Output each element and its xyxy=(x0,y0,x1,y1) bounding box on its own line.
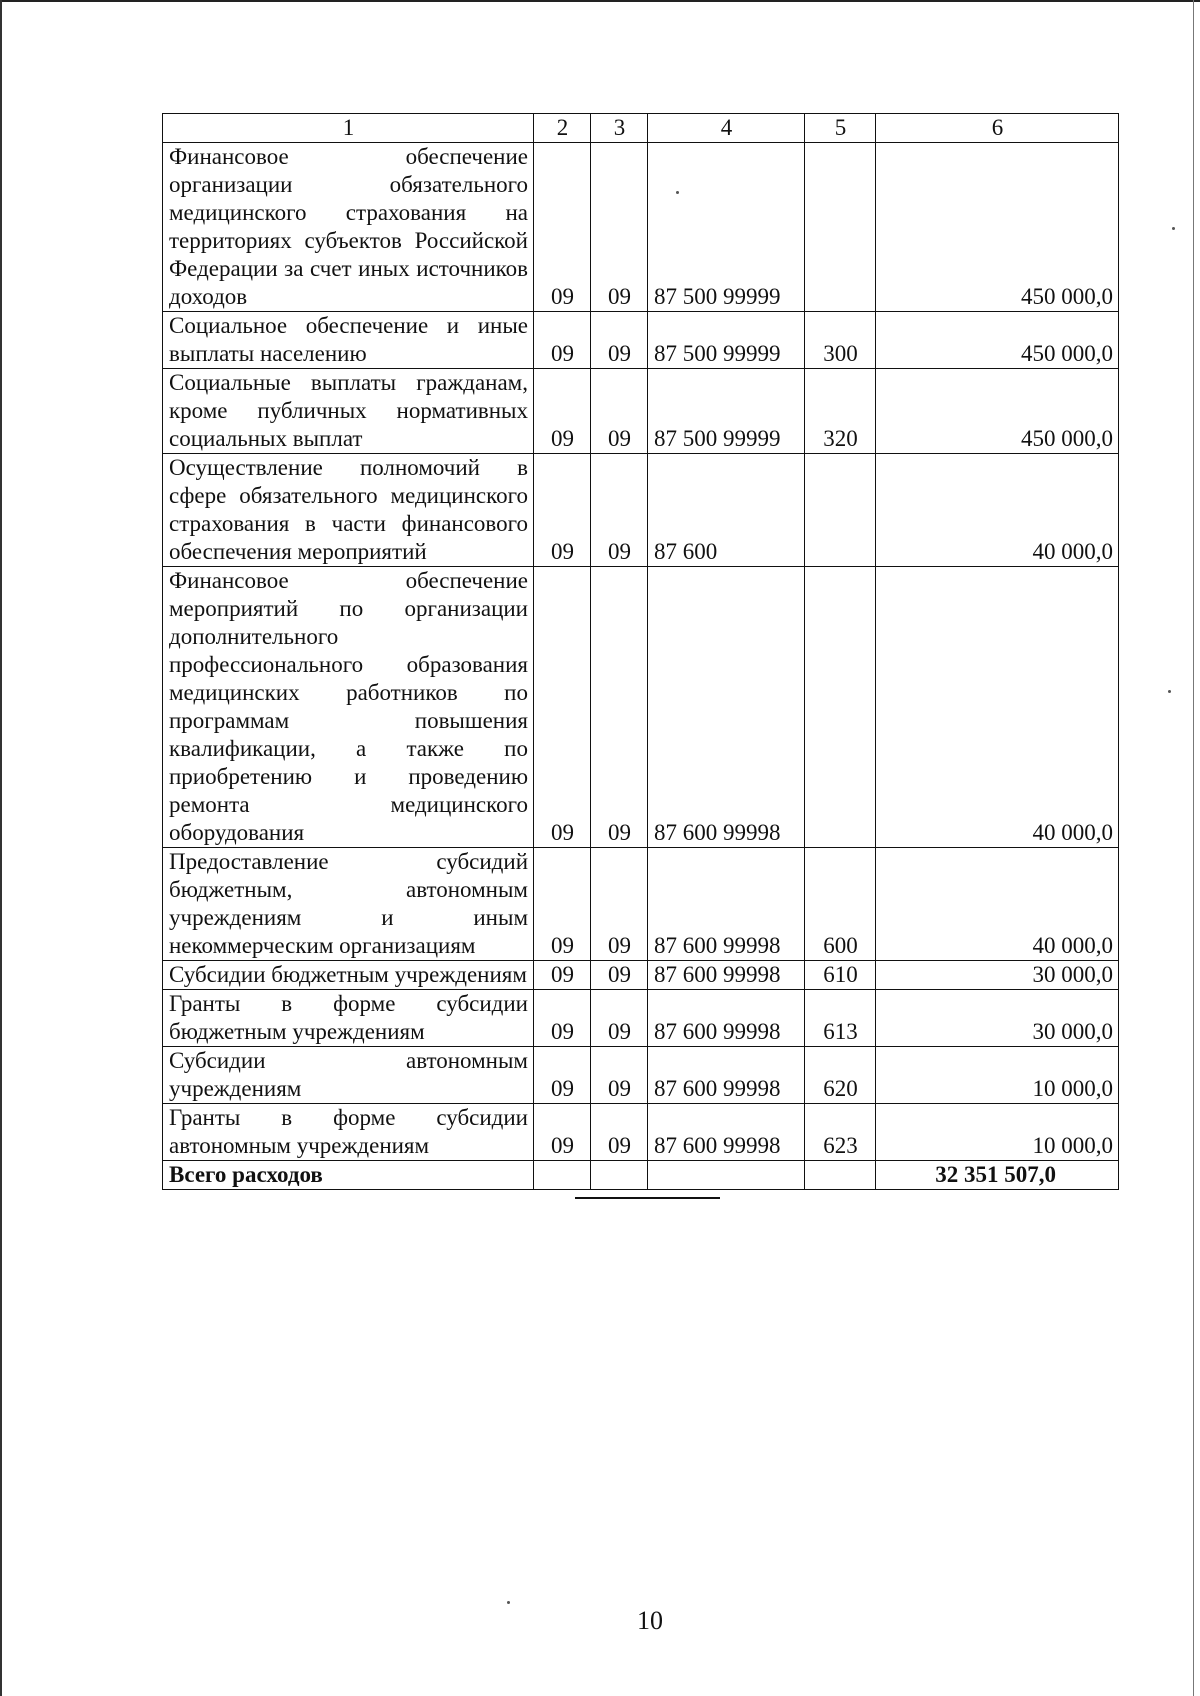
row-subsection: 09 xyxy=(591,1104,648,1161)
table-header-row xyxy=(163,114,1119,143)
empty-cell xyxy=(805,1161,876,1190)
row-amount: 40 000,0 xyxy=(876,454,1119,567)
row-description: Социальное обеспечение и иные выплаты населению xyxy=(163,312,534,369)
page-border-right xyxy=(1193,0,1194,1696)
scan-speck xyxy=(676,191,679,194)
row-section: 09 xyxy=(534,1104,591,1161)
column-header: 5 xyxy=(805,114,876,143)
total-row xyxy=(163,1161,1119,1190)
row-target-article: 87 500 99999 xyxy=(648,143,805,312)
row-expense-type: 600 xyxy=(805,848,876,961)
table-row xyxy=(163,1047,1119,1104)
total-amount: 32 351 507,0 xyxy=(876,1161,1119,1190)
table-row xyxy=(163,990,1119,1047)
row-description: Субсидии бюджетным учреждениям xyxy=(163,961,534,990)
row-subsection: 09 xyxy=(591,961,648,990)
row-expense-type: 320 xyxy=(805,369,876,454)
row-section: 09 xyxy=(534,567,591,848)
column-header: 4 xyxy=(648,114,805,143)
empty-cell xyxy=(648,1161,805,1190)
row-target-article: 87 600 99998 xyxy=(648,1104,805,1161)
table-row xyxy=(163,961,1119,990)
row-expense-type: 300 xyxy=(805,312,876,369)
row-target-article: 87 600 99998 xyxy=(648,990,805,1047)
row-description: Финансовое обеспечение мероприятий по организации дополнительного профессионального образования медицинских работников по программам повышения квалификации, а также по приобретению и проведению ремонта медицинского оборудования xyxy=(163,567,534,848)
table-row xyxy=(163,1104,1119,1161)
row-amount: 40 000,0 xyxy=(876,848,1119,961)
row-subsection: 09 xyxy=(591,143,648,312)
row-section: 09 xyxy=(534,369,591,454)
scan-speck xyxy=(1168,690,1171,693)
row-amount: 450 000,0 xyxy=(876,143,1119,312)
row-section: 09 xyxy=(534,990,591,1047)
column-header: 2 xyxy=(534,114,591,143)
row-description: Предоставление субсидий бюджетным, автономным учреждениям и иным некоммерческим организациям xyxy=(163,848,534,961)
row-expense-type: 610 xyxy=(805,961,876,990)
row-description: Гранты в форме субсидии бюджетным учреждениям xyxy=(163,990,534,1047)
total-label: Всего расходов xyxy=(163,1161,534,1190)
row-description: Гранты в форме субсидии автономным учреждениям xyxy=(163,1104,534,1161)
row-amount: 10 000,0 xyxy=(876,1104,1119,1161)
row-target-article: 87 600 99998 xyxy=(648,848,805,961)
table-row xyxy=(163,369,1119,454)
column-header: 3 xyxy=(591,114,648,143)
row-description: Социальные выплаты гражданам, кроме публичных нормативных социальных выплат xyxy=(163,369,534,454)
row-description: Осуществление полномочий в сфере обязательного медицинского страхования в части финансового обеспечения мероприятий xyxy=(163,454,534,567)
row-amount: 450 000,0 xyxy=(876,369,1119,454)
row-target-article: 87 500 99999 xyxy=(648,369,805,454)
row-target-article: 87 600 99998 xyxy=(648,567,805,848)
empty-cell xyxy=(591,1161,648,1190)
row-section: 09 xyxy=(534,143,591,312)
row-subsection: 09 xyxy=(591,567,648,848)
row-target-article: 87 600 99998 xyxy=(648,1047,805,1104)
row-expense-type xyxy=(805,143,876,312)
row-target-article: 87 600 xyxy=(648,454,805,567)
row-expense-type: 623 xyxy=(805,1104,876,1161)
row-expense-type xyxy=(805,454,876,567)
row-amount: 40 000,0 xyxy=(876,567,1119,848)
empty-cell xyxy=(534,1161,591,1190)
scan-speck xyxy=(1172,227,1175,230)
row-subsection: 09 xyxy=(591,454,648,567)
table-row xyxy=(163,454,1119,567)
table-row xyxy=(163,143,1119,312)
row-amount: 450 000,0 xyxy=(876,312,1119,369)
row-section: 09 xyxy=(534,312,591,369)
row-expense-type: 620 xyxy=(805,1047,876,1104)
row-target-article: 87 600 99998 xyxy=(648,961,805,990)
page-border-top xyxy=(0,0,1200,2)
row-subsection: 09 xyxy=(591,848,648,961)
table-row xyxy=(163,312,1119,369)
row-subsection: 09 xyxy=(591,1047,648,1104)
row-amount: 30 000,0 xyxy=(876,961,1119,990)
row-subsection: 09 xyxy=(591,990,648,1047)
row-section: 09 xyxy=(534,1047,591,1104)
row-expense-type xyxy=(805,567,876,848)
row-amount: 10 000,0 xyxy=(876,1047,1119,1104)
column-header: 1 xyxy=(163,114,534,143)
row-section: 09 xyxy=(534,848,591,961)
page-number: 10 xyxy=(637,1606,663,1635)
row-amount: 30 000,0 xyxy=(876,990,1119,1047)
row-description: Финансовое обеспечение организации обязательного медицинского страхования на территориях субъектов Российской Федерации за счет иных источников доходов xyxy=(163,143,534,312)
row-subsection: 09 xyxy=(591,369,648,454)
row-section: 09 xyxy=(534,961,591,990)
closing-rule xyxy=(575,1197,720,1199)
expenditure-table xyxy=(162,113,1119,1190)
page-border-left xyxy=(0,0,2,1696)
row-section: 09 xyxy=(534,454,591,567)
table-row xyxy=(163,567,1119,848)
row-description: Субсидии автономным учреждениям xyxy=(163,1047,534,1104)
row-subsection: 09 xyxy=(591,312,648,369)
column-header: 6 xyxy=(876,114,1119,143)
scan-speck xyxy=(507,1601,510,1604)
row-expense-type: 613 xyxy=(805,990,876,1047)
table-row xyxy=(163,848,1119,961)
row-target-article: 87 500 99999 xyxy=(648,312,805,369)
